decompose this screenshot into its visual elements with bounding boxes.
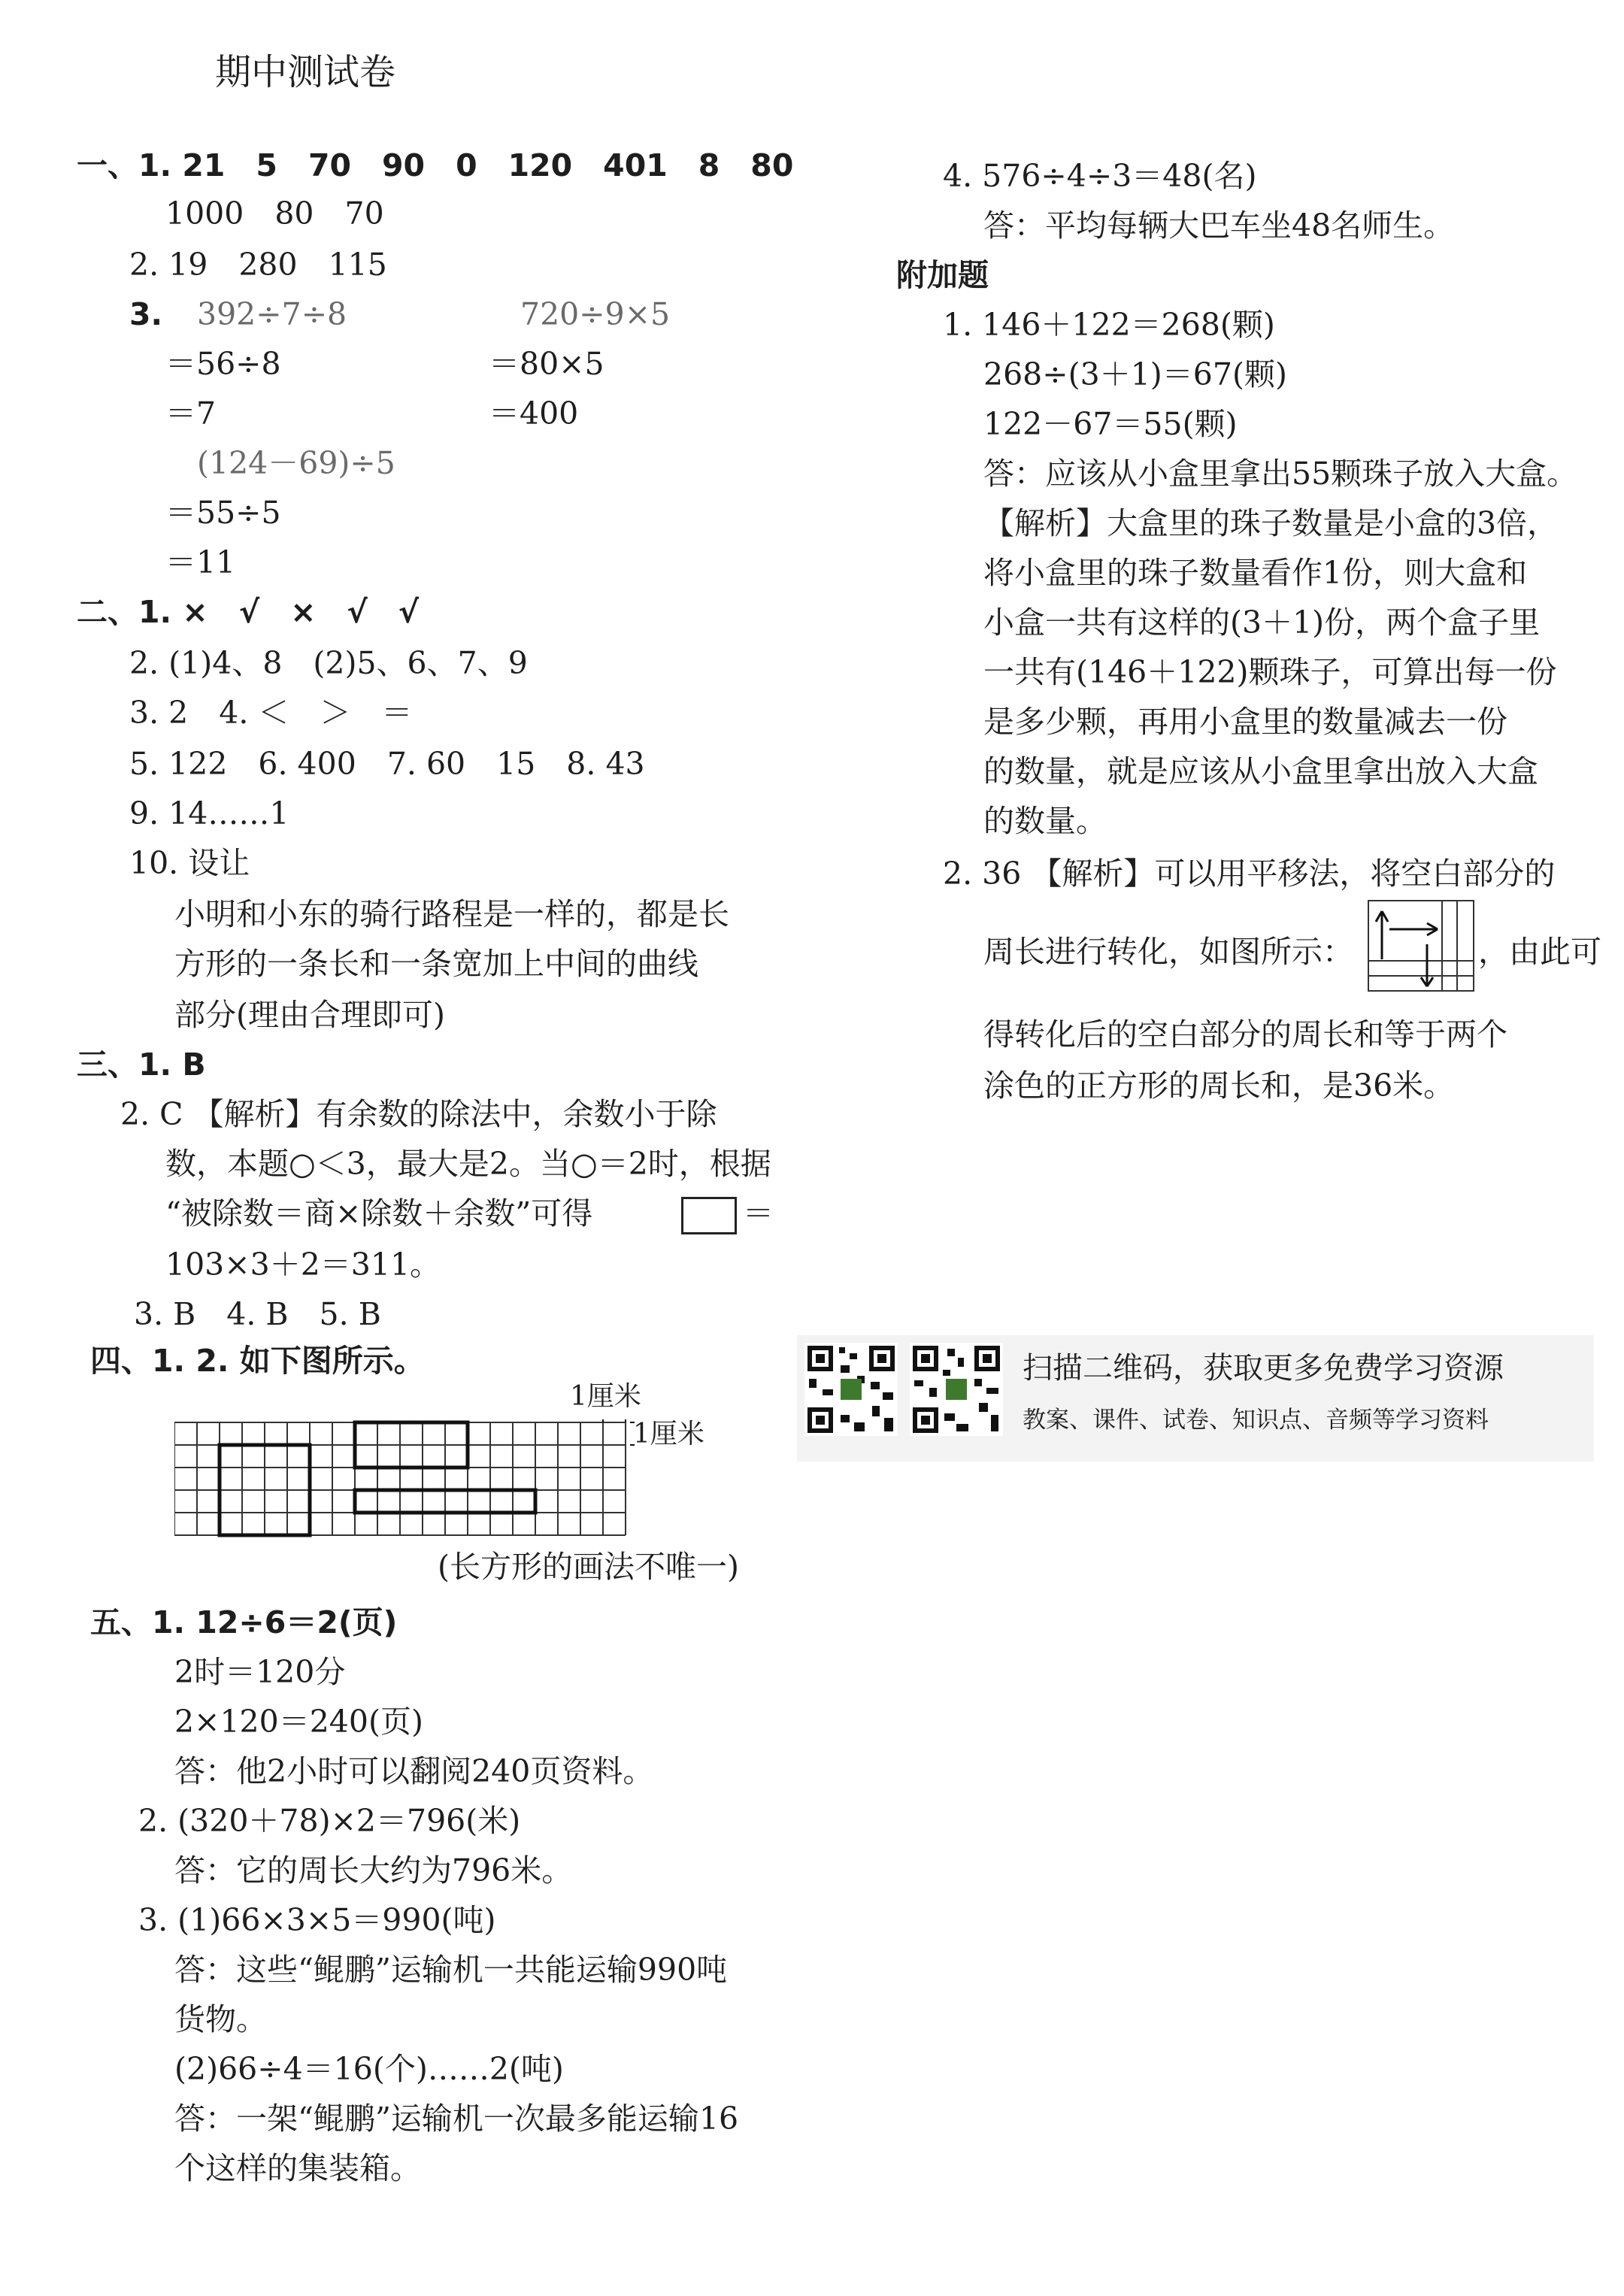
- bonus-q1-answer: 答：应该从小盒里拿出55颗珠子放入大盒。: [983, 456, 1578, 492]
- s1-q2: 2. 19 280 115: [129, 247, 387, 283]
- label-1cm-top: 1厘米: [570, 1381, 641, 1412]
- s5-q1-line3: 2×120＝240(页): [174, 1704, 423, 1740]
- s5-q3-answer2-cont: 个这样的集装箱。: [174, 2150, 421, 2186]
- grid-diagram: [174, 1419, 641, 1540]
- s2-q10-line2: 方形的一条长和一条宽加上中间的曲线: [174, 946, 698, 982]
- s5-q2-line1: 2. (320＋78)×2＝796(米): [138, 1803, 521, 1839]
- page-title: 期中测试卷: [215, 51, 396, 93]
- s1-q3-result2: ＝400: [489, 395, 579, 432]
- bonus-q1-analysis4: 一共有(146＋122)颗珠子，可算出每一份: [983, 654, 1557, 690]
- s2-q10: 10. 设让: [129, 845, 250, 881]
- s2-q10-line3: 部分(理由合理即可): [174, 997, 445, 1033]
- qr-code-icon-2[interactable]: [910, 1343, 1003, 1436]
- s1-q3-expr3: (124－69)÷5: [197, 445, 395, 481]
- s1-q3-result1: ＝7: [165, 395, 217, 432]
- s1-q1-cont: 1000 80 70: [165, 195, 384, 232]
- q4-answer: 答：平均每辆大巴车坐48名师生。: [983, 207, 1455, 244]
- s5-q1-answer: 答：他2小时可以翻阅240页资料。: [174, 1753, 654, 1789]
- s5-q3-answer1: 答：这些“鲲鹏”运输机一共能运输990吨: [174, 1952, 728, 1988]
- s5-q3-line2: (2)66÷4＝16(个)……2(吨): [174, 2051, 564, 2087]
- s5-q3-answer1-cont: 货物。: [174, 2001, 267, 2037]
- qr-text-line2: 教案、课件、试卷、知识点、音频等学习资料: [1023, 1407, 1489, 1434]
- bonus-q2-line3: 得转化后的空白部分的周长和等于两个: [983, 1016, 1507, 1053]
- bonus-q1-analysis1: 【解析】大盒里的珠子数量是小盒的3倍，: [983, 505, 1559, 541]
- s1-q3-expr1: 392÷7÷8: [197, 296, 347, 332]
- s3-q2-line1: 2. C 【解析】有余数的除法中，余数小于除: [120, 1096, 717, 1132]
- bonus-q2-line4: 涂色的正方形的周长和，是36米。: [983, 1068, 1455, 1104]
- bonus-heading: 附加题: [896, 257, 989, 293]
- s1-q3-expr2: 720÷9×5: [520, 296, 671, 332]
- s3-q2-eq: ＝: [743, 1195, 774, 1231]
- s1-q3-step3: ＝55÷5: [165, 495, 281, 531]
- s3-q1: 三、1. B: [77, 1047, 206, 1083]
- bonus-q2-line1: 2. 36 【解析】可以用平移法，将空白部分的: [943, 856, 1556, 892]
- bonus-q2-line2-cont: ，由此可: [1478, 934, 1601, 970]
- answer-box: [681, 1197, 737, 1234]
- bonus-q1-analysis6: 的数量，就是应该从小盒里拿出放入大盒: [983, 753, 1538, 789]
- s1-q3-step1: ＝56÷8: [165, 346, 281, 382]
- qr-code-icon[interactable]: [804, 1343, 898, 1436]
- bonus-q1-analysis7: 的数量。: [983, 803, 1107, 839]
- s5-q2-answer: 答：它的周长大约为796米。: [174, 1852, 573, 1889]
- label-1cm-right: 1厘米: [633, 1419, 704, 1449]
- s3-q2-line4: 103×3＋2＝311。: [165, 1246, 441, 1283]
- bonus-q1-analysis3: 小盒一共有这样的(3＋1)份，两个盒子里: [983, 604, 1541, 641]
- bonus-q2-line2: 周长进行转化，如图所示：: [983, 934, 1353, 970]
- qr-text-line1: 扫描二维码，获取更多免费学习资源: [1023, 1351, 1504, 1386]
- s2-q5-8: 5. 122 6. 400 7. 60 15 8. 43: [129, 746, 645, 782]
- s5-q3-line1: 3. (1)66×3×5＝990(吨): [138, 1902, 496, 1938]
- s2-q3-4: 3. 2 4. ＜ ＞ ＝: [129, 695, 413, 731]
- s1-q3-label: 3.: [129, 296, 163, 332]
- s2-q10-line1: 小明和小东的骑行路程是一样的，都是长: [174, 896, 729, 932]
- s5-q1-line2: 2时＝120分: [174, 1654, 346, 1690]
- s1-q3-step2: ＝80×5: [489, 346, 604, 382]
- bonus-q1-analysis5: 是多少颗，再用小盒里的数量减去一份: [983, 704, 1507, 740]
- q4-line1: 4. 576÷4÷3＝48(名): [943, 158, 1257, 194]
- bonus-q1-line1: 1. 146＋122＝268(颗): [943, 307, 1275, 343]
- s5-q3-answer2: 答：一架“鲲鹏”运输机一次最多能运输16: [174, 2101, 739, 2137]
- s5-q1-line1: 五、1. 12÷6＝2(页): [90, 1604, 398, 1640]
- bonus-q1-line2: 268÷(3＋1)＝67(颗): [983, 356, 1287, 392]
- bonus-q1-line3: 122－67＝55(颗): [983, 406, 1238, 442]
- s3-q2-line2: 数，本题○＜3，最大是2。当○＝2时，根据: [165, 1146, 771, 1182]
- translation-diagram: [1367, 899, 1475, 992]
- s2-q1: 二、1. × √ × √ √: [77, 594, 420, 630]
- bonus-q1-analysis2: 将小盒里的珠子数量看作1份，则大盒和: [983, 555, 1528, 591]
- s3-q3-5: 3. B 4. B 5. B: [134, 1296, 381, 1332]
- s1-q1: 一、1. 21 5 70 90 0 120 401 8 80: [77, 147, 794, 183]
- s4-heading: 四、1. 2. 如下图所示。: [90, 1343, 425, 1379]
- s2-q9: 9. 14……1: [129, 795, 289, 831]
- s2-q2: 2. (1)4、8 (2)5、6、7、9: [129, 645, 528, 681]
- s1-q3-result3: ＝11: [165, 544, 236, 580]
- s3-q2-line3: “被除数＝商×除数＋余数”可得: [165, 1195, 593, 1231]
- s4-note: (长方形的画法不唯一): [438, 1549, 739, 1585]
